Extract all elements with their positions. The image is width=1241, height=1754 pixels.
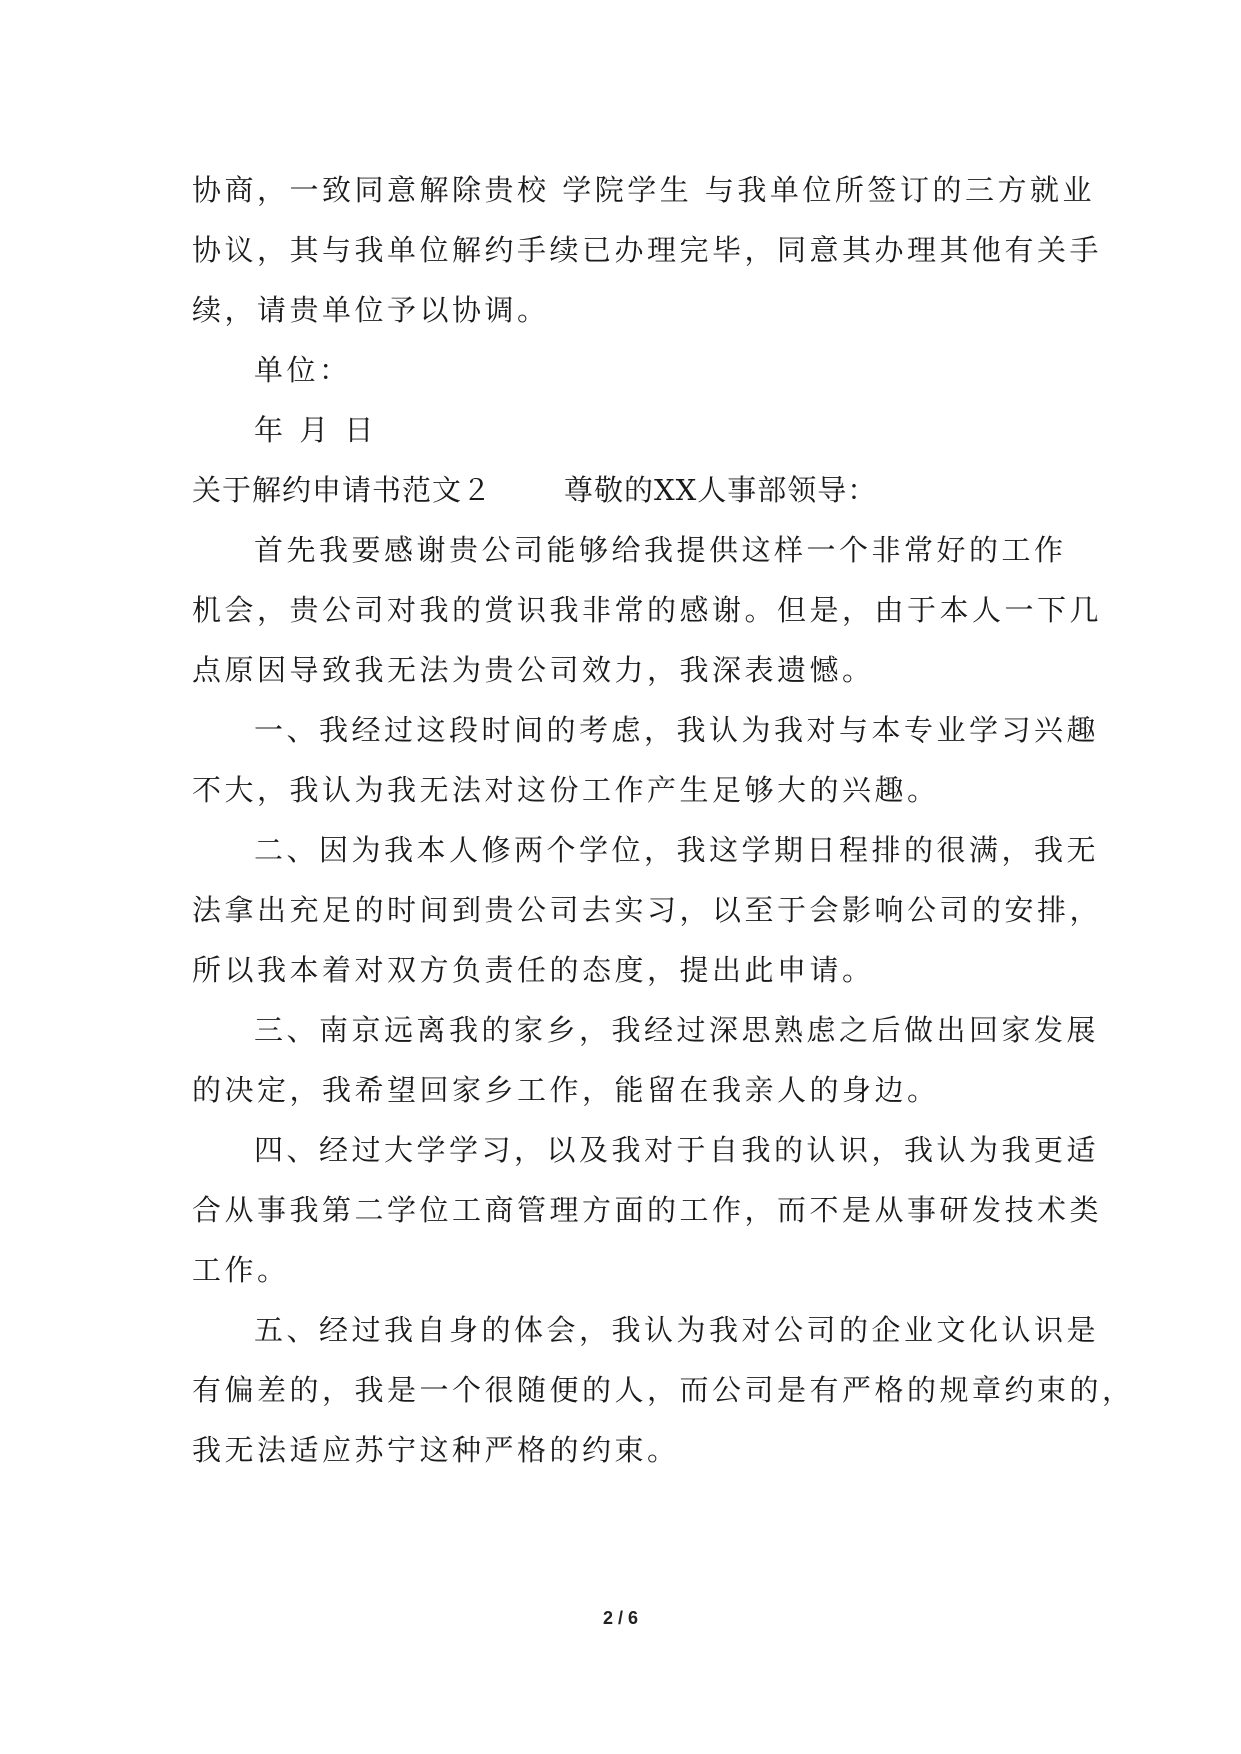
text-line: 三、南京远离我的家乡，我经过深思熟虑之后做出回家发展 [254, 1013, 1100, 1047]
text-line: 续，请贵单位予以协调。 [192, 293, 550, 327]
text-line: 合从事我第二学位工商管理方面的工作，而不是从事研发技术类 [192, 1193, 1103, 1227]
text-line: 协议，其与我单位解约手续已办理完毕，同意其办理其他有关手 [192, 233, 1103, 267]
section-heading [192, 460, 1052, 520]
text-line: 有偏差的，我是一个很随便的人，而公司是有严格的规章约束的， [192, 1373, 1135, 1407]
text-line: 所以我本着对双方负责任的态度，提出此申请。 [192, 953, 875, 987]
text-line: 首先我要感谢贵公司能够给我提供这样一个非常好的工作 [254, 533, 1067, 567]
text-line: 不大，我认为我无法对这份工作产生足够大的兴趣。 [192, 773, 940, 807]
text-line: 机会，贵公司对我的赏识我非常的感谢。但是，由于本人一下几 [192, 593, 1103, 627]
unit-label: 单位： [254, 353, 352, 387]
page-number: 2 / 6 [602, 1608, 639, 1628]
text-line: 五、经过我自身的体会，我认为我对公司的企业文化认识是 [254, 1313, 1100, 1347]
text-line: 工作。 [192, 1253, 290, 1287]
text-line: 一、我经过这段时间的考虑，我认为我对与本专业学习兴趣 [254, 713, 1100, 747]
section-title: 关于解约申请书范文２ [192, 473, 493, 507]
salutation: 尊敬的XX人事部领导： [564, 473, 878, 507]
text-line: 点原因导致我无法为贵公司效力，我深表遗憾。 [192, 653, 875, 687]
text-line: 二、因为我本人修两个学位，我这学期日程排的很满，我无 [254, 833, 1100, 867]
text-line: 的决定，我希望回家乡工作，能留在我亲人的身边。 [192, 1073, 940, 1107]
text-line: 协商，一致同意解除贵校 学院学生 与我单位所签订的三方就业 [192, 173, 1095, 207]
text-line: 四、经过大学学习，以及我对于自我的认识，我认为我更适 [254, 1133, 1100, 1167]
text-line: 我无法适应苏宁这种严格的约束。 [192, 1433, 680, 1467]
date-label: 年 月 日 [254, 413, 377, 447]
text-line: 法拿出充足的时间到贵公司去实习，以至于会影响公司的安排， [192, 893, 1103, 927]
document-content [192, 160, 1135, 1480]
